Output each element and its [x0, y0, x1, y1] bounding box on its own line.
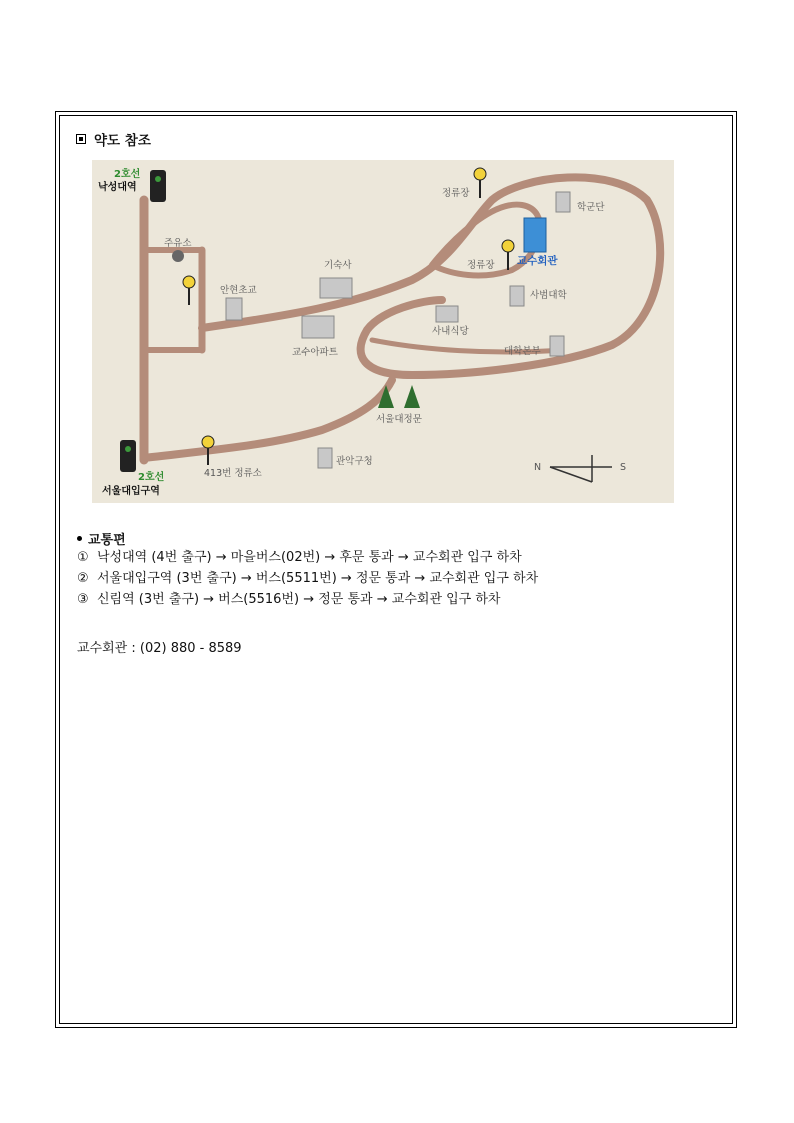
student-center-label: 학군단	[577, 202, 605, 213]
faculty-club-building-icon	[524, 218, 546, 252]
station-top-label: 낙성대역	[98, 182, 137, 193]
compass-n-label: N	[534, 462, 542, 473]
gas-station-label: 주유소	[164, 238, 192, 249]
gas-station-icon	[172, 250, 184, 262]
faculty-apartment-label: 교수아파트	[292, 347, 338, 358]
bullet-icon	[77, 536, 82, 541]
admin-building-label: 대학본부	[504, 346, 541, 357]
line2-top-label: 2호선	[114, 169, 141, 180]
faculty-club-label: 교수회관	[517, 255, 558, 267]
route-number: ①	[77, 550, 89, 565]
route-number: ③	[77, 592, 89, 607]
transport-heading	[77, 529, 538, 547]
bus-stop-mid-label: 정류장	[467, 260, 495, 271]
line2-bottom-label: 2호선	[138, 472, 165, 483]
contact-phone: 교수회관 : (02) 880 - 8589	[77, 641, 242, 656]
elementary-school-label: 안현초교	[220, 285, 257, 296]
transport-section	[77, 529, 538, 610]
route-text: 낙성대역 (4번 출구) → 마을버스(02번) → 후문 통과 → 교수회관 입구 하차	[97, 550, 522, 565]
route-number: ②	[77, 571, 89, 586]
dormitory-label: 기숙사	[324, 260, 352, 271]
district-office-label: 관악구청	[336, 456, 373, 467]
bus-stop-413-label: 413번 정류소	[204, 468, 262, 479]
route-item	[77, 547, 538, 568]
compass-s-label: S	[620, 462, 627, 473]
route-item	[77, 568, 538, 589]
bus-stop-top-label: 정류장	[442, 188, 470, 199]
route-item	[77, 589, 538, 610]
station-bottom-label: 서울대입구역	[102, 486, 160, 497]
education-college-label: 사범대학	[530, 290, 567, 301]
subway-station-marker-top	[150, 170, 166, 202]
section-title-text: 약도 참조	[94, 133, 151, 149]
section-title	[76, 129, 151, 149]
route-text: 신림역 (3번 출구) → 버스(5516번) → 정문 통과 → 교수회관 입구 하차	[97, 592, 501, 607]
transport-title: 교통편	[88, 532, 126, 548]
subway-station-marker-bottom	[120, 440, 136, 472]
main-gate-label: 서울대정문	[376, 414, 422, 425]
campus-map	[92, 160, 674, 503]
route-text: 서울대입구역 (3번 출구) → 버스(5511번) → 정문 통과 → 교수회관 입구 하차	[97, 571, 539, 586]
square-bullet-icon	[76, 134, 86, 144]
cafeteria-label: 사내식당	[432, 326, 469, 337]
